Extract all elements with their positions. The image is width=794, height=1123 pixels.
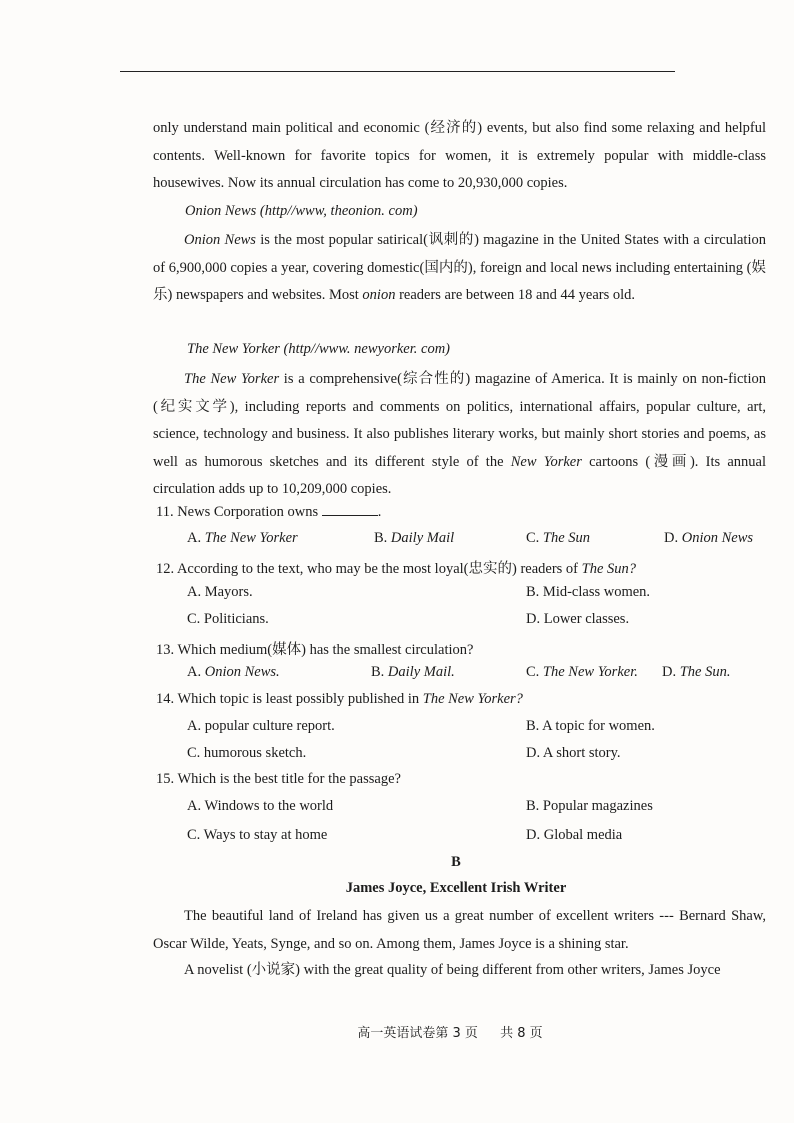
q15-option-c: C. Ways to stay at home (187, 827, 328, 843)
paragraph-onion: Onion News is the most popular satirical(讽刺的) magazine in the United States with a circulation of 6,900,000 copies a year, covering domestic(国内的), foreign and local news including entertaining (娱乐) newspapers and websites. Most onion readers are between 18 and 44 years old. (153, 232, 766, 303)
q15-option-b: B. Popular magazines (526, 798, 653, 814)
q13-option-d: D. The Sun. (662, 664, 731, 680)
q12-option-c: C. Politicians. (187, 611, 269, 627)
paragraph-yorker: The New Yorker is a comprehensive(综合性的) magazine of America. It is mainly on non-fiction (纪实文学), including reports and comments on politics, international affairs, popular culture, art, science, technology and business. It also publishes literary works, but mainly short stories and poems, as well as humorous sketches and its different style of the New Yorker cartoons (漫画). Its annual circulation adds up to 10,209,000 copies. (153, 371, 766, 497)
q12-option-d: D. Lower classes. (526, 611, 630, 627)
yorker-source: The New Yorker (http//www. newyorker. com) (187, 341, 451, 357)
q14-option-a: A. popular culture report. (187, 718, 335, 734)
q14-option-c: C. humorous sketch. (187, 745, 307, 761)
q13-option-b: B. Daily Mail. (371, 664, 455, 680)
q11-option-b: B. Daily Mail (374, 530, 455, 546)
q11-option-c: C. The Sun (526, 530, 591, 546)
q14-option-b: B. A topic for women. (526, 718, 655, 734)
answer-blank (322, 503, 378, 516)
q15-option-d: D. Global media (526, 827, 623, 843)
footer-total-pages: 共 8 页 (500, 1026, 543, 1041)
q13-option-c: C. The New Yorker. (526, 664, 638, 680)
section-b-title: James Joyce, Excellent Irish Writer (345, 880, 567, 896)
question-15: 15. Which is the best title for the passage? (156, 771, 401, 787)
q15-option-a: A. Windows to the world (187, 798, 334, 814)
section-b-paragraph-1: The beautiful land of Ireland has given us a great number of excellent writers --- Bernard Shaw, Oscar Wilde, Yeats, Synge, and so on. Among them, James Joyce is a shining star. (153, 908, 766, 952)
q14-option-d: D. A short story. (526, 745, 621, 761)
question-11: 11. News Corporation owns . (156, 504, 382, 520)
footer-page-label: 高一英语试卷第 3 页 (357, 1026, 478, 1041)
page-footer (0, 1022, 794, 1041)
section-b-letter: B (451, 854, 461, 870)
question-12: 12. According to the text, who may be the most loyal(忠实的) readers of The Sun? (156, 561, 637, 577)
header-rule (120, 71, 675, 72)
q11-option-d: D. Onion News (664, 530, 754, 546)
section-b-paragraph-2: A novelist (小说家) with the great quality of being different from other writers, James Joyce (184, 962, 721, 978)
onion-source: Onion News (http//www, theonion. com) (185, 203, 418, 219)
q11-option-a: A. The New Yorker (187, 530, 298, 546)
question-13: 13. Which medium(媒体) has the smallest circulation? (156, 642, 474, 658)
q12-option-a: A. Mayors. (187, 584, 253, 600)
q13-option-a: A. Onion News. (187, 664, 280, 680)
question-14: 14. Which topic is least possibly published in The New Yorker? (156, 691, 523, 707)
q12-option-b: B. Mid-class women. (526, 584, 651, 600)
paragraph-continued: only understand main political and economic (经济的) events, but also find some relaxing and helpful contents. Well-known for favorite topics for women, it is extremely popular with middle-class housewives. Now its annual circulation has come to 20,930,000 copies. (153, 120, 766, 191)
